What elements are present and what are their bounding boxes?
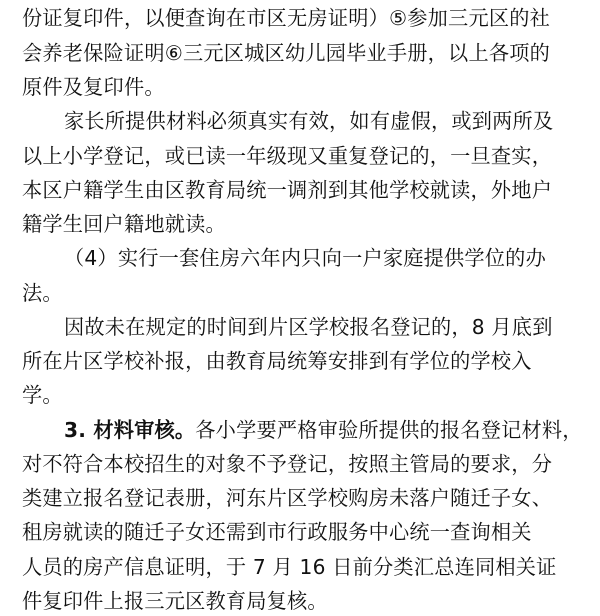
paragraph-1-line-2: 会养老保险证明⑥三元区城区幼儿园毕业手册，以上各项的 (22, 41, 550, 65)
paragraph-5-line-1-rest: 各小学要严格审验所提供的报名登记材料， (195, 418, 583, 442)
paragraph-1-line-3: 原件及复印件。 (22, 75, 165, 99)
paragraph-4-line-1: 因故未在规定的时间到片区学校报名登记的，8 月底到 (64, 315, 553, 339)
paragraph-2-line-2: 以上小学登记，或已读一年级现又重复登记的，一旦查实， (22, 144, 553, 168)
paragraph-3-line-1: （4）实行一套住房六年内只向一户家庭提供学位的办 (64, 246, 546, 270)
paragraph-5-line-6: 件复印件上报三元区教育局复核。 (22, 589, 328, 613)
paragraph-2-line-4: 籍学生回户籍地就读。 (22, 212, 226, 236)
paragraph-5-line-5: 人员的房产信息证明，于 7 月 16 日前分类汇总连同相关证 (22, 555, 557, 579)
paragraph-1-line-1: 份证复印件，以便查询在市区无房证明）⑤参加三元区的社 (22, 6, 550, 30)
paragraph-4-line-3: 学。 (22, 383, 63, 407)
paragraph-2-line-1: 家长所提供材料必须真实有效，如有虚假，或到两所及 (64, 109, 554, 133)
paragraph-5-line-3: 类建立报名登记表册，河东片区学校购房未落户随迁子女、 (22, 486, 553, 510)
paragraph-3-line-2: 法。 (22, 281, 63, 305)
paragraph-5-line-2: 对不符合本校招生的对象不予登记，按照主管局的要求，分 (22, 452, 553, 476)
paragraph-5-line-4: 租房就读的随迁子女还需到市行政服务中心统一查询相关 (22, 520, 532, 544)
section-heading: 3. 材料审核。 (64, 418, 196, 442)
paragraph-5-line-1 (64, 415, 583, 445)
paragraph-2-line-3: 本区户籍学生由区教育局统一调剂到其他学校就读，外地户 (22, 178, 553, 202)
paragraph-4-line-2: 所在片区学校补报，由教育局统筹安排到有学位的学校入 (22, 349, 532, 373)
